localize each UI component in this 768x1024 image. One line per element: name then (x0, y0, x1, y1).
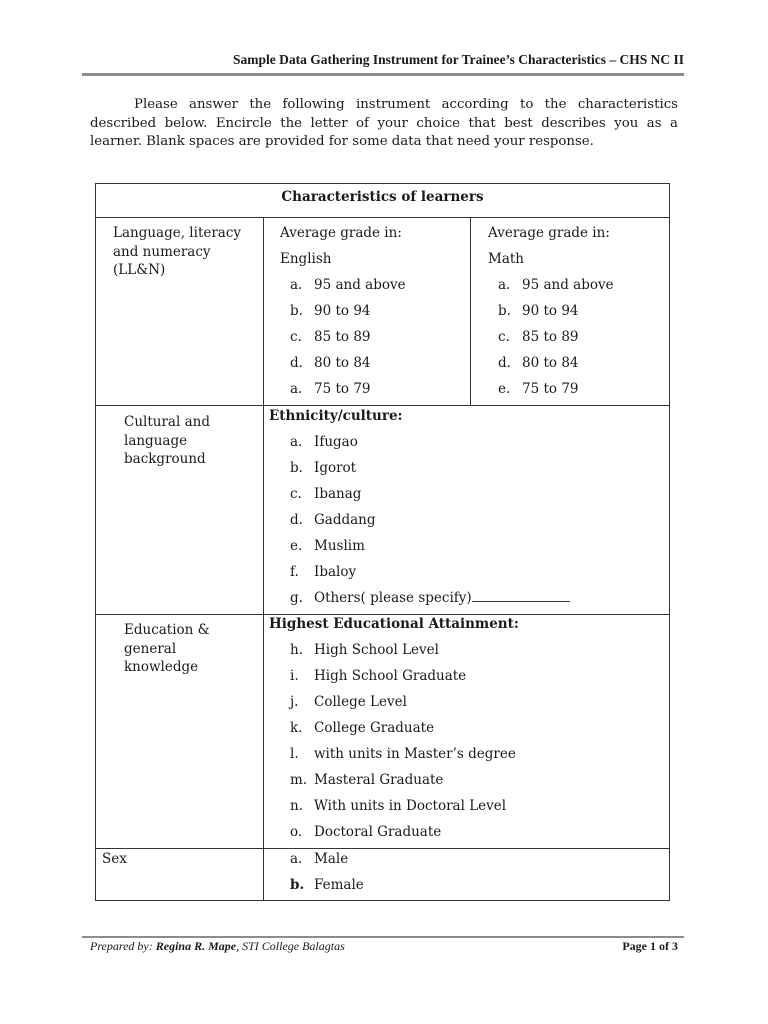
author-org: , STI College Balagtas (236, 939, 345, 953)
option-letter: c. (290, 486, 302, 502)
option-letter: m. (290, 772, 308, 788)
option-letter: b. (290, 303, 303, 319)
list-item[interactable] (290, 745, 516, 763)
option-letter: b. (498, 303, 511, 319)
option-text: 95 and above (522, 277, 614, 293)
list-item[interactable] (498, 380, 579, 398)
prepared-by (90, 939, 345, 954)
option-text: 75 to 79 (314, 381, 371, 397)
option-letter: f. (290, 564, 299, 580)
list-item[interactable] (290, 302, 371, 320)
option-letter: d. (498, 355, 511, 371)
option-text: Gaddang (314, 512, 376, 528)
table-rule (95, 217, 670, 218)
list-item[interactable] (290, 589, 570, 607)
list-item[interactable] (290, 876, 364, 894)
list-item[interactable] (498, 328, 579, 346)
option-text: Ibanag (314, 486, 362, 502)
option-text: With units in Doctoral Level (314, 798, 507, 814)
prepared-label: Prepared by: (90, 939, 153, 953)
specify-blank-field[interactable] (472, 589, 570, 602)
list-item[interactable] (290, 693, 407, 711)
option-text: Igorot (314, 460, 357, 476)
option-text: High School Level (314, 642, 439, 658)
list-item[interactable] (290, 354, 371, 372)
option-letter: n. (290, 798, 303, 814)
list-item[interactable] (290, 485, 361, 503)
option-letter: h. (290, 642, 303, 658)
option-letter: c. (290, 329, 302, 345)
list-item[interactable] (290, 459, 356, 477)
option-letter: a. (290, 277, 303, 293)
table-title: Characteristics of learners (281, 189, 484, 205)
option-text: 80 to 84 (522, 355, 579, 371)
list-item[interactable] (290, 433, 358, 451)
list-item[interactable] (498, 302, 579, 320)
row-label-llnum: Language, literacy and numeracy (LL&N) (113, 225, 242, 278)
option-text: with units in Master’s degree (314, 746, 516, 762)
math-subject: Math (488, 251, 524, 267)
option-letter: i. (290, 668, 299, 684)
option-letter: a. (290, 434, 303, 450)
list-item[interactable] (498, 276, 614, 294)
row-label-sex: Sex (102, 851, 127, 867)
option-text: 75 to 79 (522, 381, 579, 397)
option-letter: b. (290, 877, 305, 893)
option-letter: g. (290, 590, 303, 606)
option-letter: o. (290, 824, 303, 840)
instructions-text: Please answer the following instrument according to the characteristics described below. Encircle the letter of your choice that best describes you as a learner. Blank spaces are provided for some data that need your response. (90, 97, 678, 149)
row-label-education: Education & general knowledge (124, 622, 210, 675)
list-item[interactable] (290, 850, 348, 868)
option-text: Female (314, 877, 364, 893)
row-label-culture: Cultural and language background (124, 414, 210, 467)
author-name: Regina R. Mape (155, 939, 237, 953)
option-letter: a. (290, 851, 303, 867)
table-rule (95, 848, 670, 849)
option-text: High School Graduate (314, 668, 467, 684)
option-text: Others( please specify) (314, 590, 472, 606)
option-letter: d. (290, 512, 303, 528)
option-text: 85 to 89 (314, 329, 371, 345)
list-item[interactable] (498, 354, 579, 372)
table-rule (470, 217, 471, 405)
option-text: 85 to 89 (522, 329, 579, 345)
list-item[interactable] (290, 641, 439, 659)
math-heading: Average grade in: (488, 225, 610, 241)
option-text: 90 to 94 (314, 303, 371, 319)
option-letter: c. (498, 329, 510, 345)
list-item[interactable] (290, 667, 466, 685)
list-item[interactable] (290, 771, 443, 789)
option-text: Muslim (314, 538, 365, 554)
option-letter: b. (290, 460, 303, 476)
header-divider (82, 73, 684, 76)
option-letter: a. (290, 381, 303, 397)
list-item[interactable] (290, 563, 356, 581)
ethnicity-heading: Ethnicity/culture: (269, 408, 403, 424)
education-heading: Highest Educational Attainment: (269, 616, 519, 632)
option-text: Masteral Graduate (314, 772, 444, 788)
list-item[interactable] (290, 328, 371, 346)
option-letter: e. (290, 538, 303, 554)
instructions-paragraph (90, 96, 678, 152)
list-item[interactable] (290, 380, 371, 398)
option-letter: k. (290, 720, 303, 736)
option-letter: l. (290, 746, 299, 762)
option-text: 95 and above (314, 277, 406, 293)
option-letter: e. (498, 381, 511, 397)
option-text: 80 to 84 (314, 355, 371, 371)
option-text: Ifugao (314, 434, 358, 450)
option-text: 90 to 94 (522, 303, 579, 319)
option-letter: j. (290, 694, 299, 710)
list-item[interactable] (290, 537, 365, 555)
option-text: College Graduate (314, 720, 435, 736)
option-text: Male (314, 851, 349, 867)
table-rule (95, 405, 670, 406)
document-header: Sample Data Gathering Instrument for Trainee’s Characteristics – CHS NC II (233, 52, 684, 67)
footer-divider (82, 936, 684, 938)
option-letter: a. (498, 277, 511, 293)
page-number: Page 1 of 3 (622, 939, 678, 953)
option-text: Ibaloy (314, 564, 357, 580)
list-item[interactable] (290, 823, 441, 841)
english-subject: English (280, 251, 332, 267)
option-text: College Level (314, 694, 407, 710)
english-heading: Average grade in: (280, 225, 402, 241)
list-item[interactable] (290, 797, 506, 815)
list-item[interactable] (290, 276, 406, 294)
option-letter: d. (290, 355, 303, 371)
list-item[interactable] (290, 719, 434, 737)
list-item[interactable] (290, 511, 376, 529)
table-rule (263, 217, 264, 901)
option-text: Doctoral Graduate (314, 824, 442, 840)
